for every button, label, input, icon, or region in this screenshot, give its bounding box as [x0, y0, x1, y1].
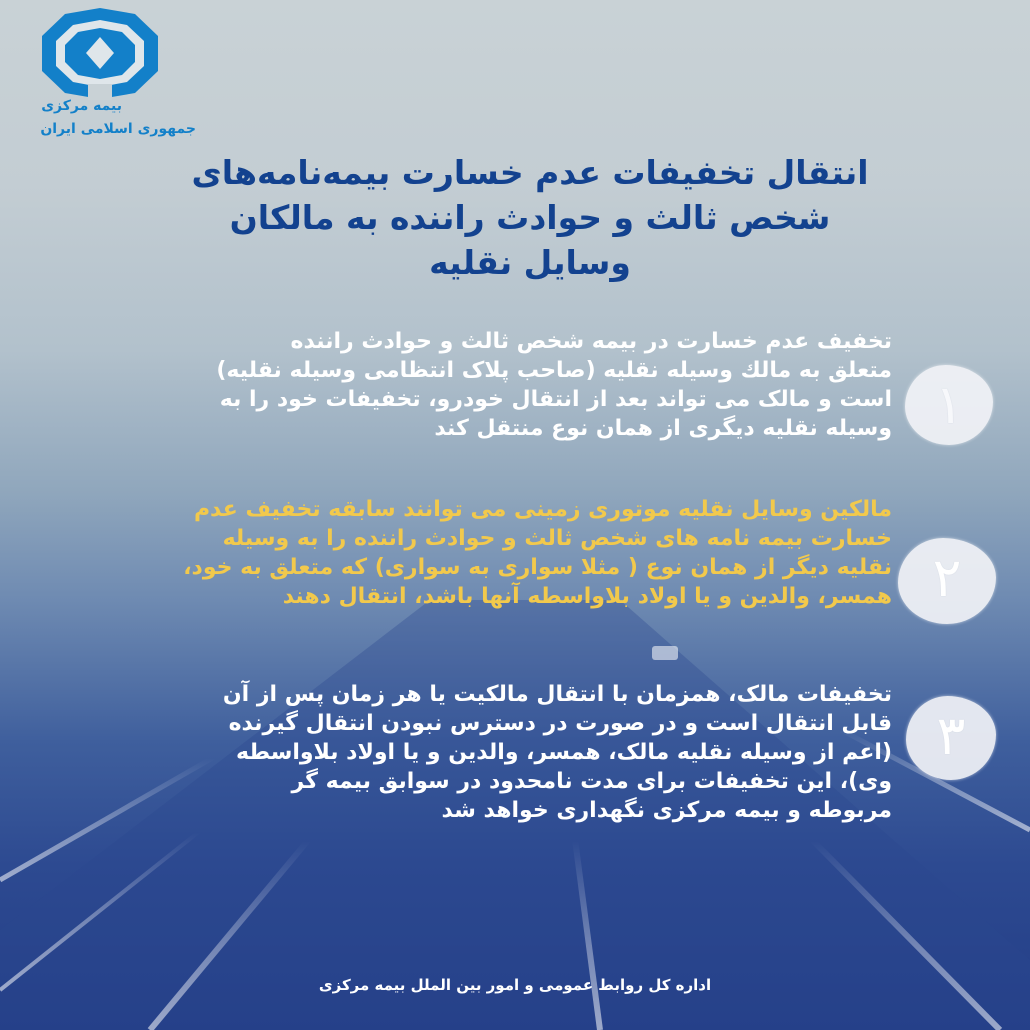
item-line: وی)، این تخفیفات برای مدت نامحدود در سوابق بیمه گر: [291, 769, 892, 794]
item-line: قابل انتقال است و در صورت در دسترس نبودن انتقال گیرنده: [228, 711, 892, 736]
item-2-text: [183, 495, 892, 611]
item-line: تخفیف عدم خسارت در بیمه شخص ثالث و حوادث راننده: [290, 329, 892, 354]
item-1-number-badge: [905, 365, 993, 445]
item-line: مربوطه و بیمه مرکزی نگهداری خواهد شد: [441, 798, 892, 823]
item-line: تخفیفات مالک، همزمان با انتقال مالکیت یا هر زمان پس از آن: [222, 682, 892, 707]
page-title: [180, 150, 880, 285]
item-1-text: [216, 327, 892, 443]
item-number: ۳: [936, 704, 966, 767]
item-line: همسر، والدین و یا اولاد بلاواسطه آنها باشد، انتقال دهند: [282, 584, 892, 609]
item-line: خسارت بیمه نامه های شخص ثالث و حوادث راننده را به وسیله: [222, 526, 892, 551]
bimeh-markazi-logo-icon: [30, 6, 170, 101]
title-line: شخص ثالث و حوادث راننده به مالکان: [229, 198, 831, 237]
title-line: انتقال تخفیفات عدم خسارت بیمه‌نامه‌های: [191, 153, 869, 192]
item-number: ۲: [932, 546, 962, 609]
item-line: نقلیه دیگر از همان نوع ( مثلا سواری به سواری) که متعلق به خود،: [183, 555, 892, 580]
item-3-text: [223, 680, 892, 825]
item-line: وسیله نقلیه دیگری از همان نوع منتقل کند: [434, 416, 892, 441]
title-line: وسایل نقلیه: [429, 243, 631, 282]
item-number: ۱: [934, 373, 964, 436]
item-line: (اعم از وسیله نقلیه مالک، همسر، والدین و یا اولاد بلاواسطه: [235, 740, 892, 765]
brand-name: بیمه مرکزی: [41, 98, 122, 114]
item-line: است و مالک می تواند بعد از انتقال خودرو، تخفیفات خود را به: [219, 387, 892, 412]
item-line: مالکین وسایل نقلیه موتوری زمینی می توانند سابقه تخفیف عدم: [193, 497, 892, 522]
brand-subtitle: جمهوری اسلامی ایران: [40, 121, 196, 137]
footer-credit: اداره کل روابط عمومی و امور بین الملل بیمه مرکزی: [318, 976, 712, 994]
distant-car: [652, 646, 678, 660]
item-line: متعلق به مالك وسیله نقلیه (صاحب پلاک انتظامی وسیله نقلیه): [216, 358, 892, 383]
